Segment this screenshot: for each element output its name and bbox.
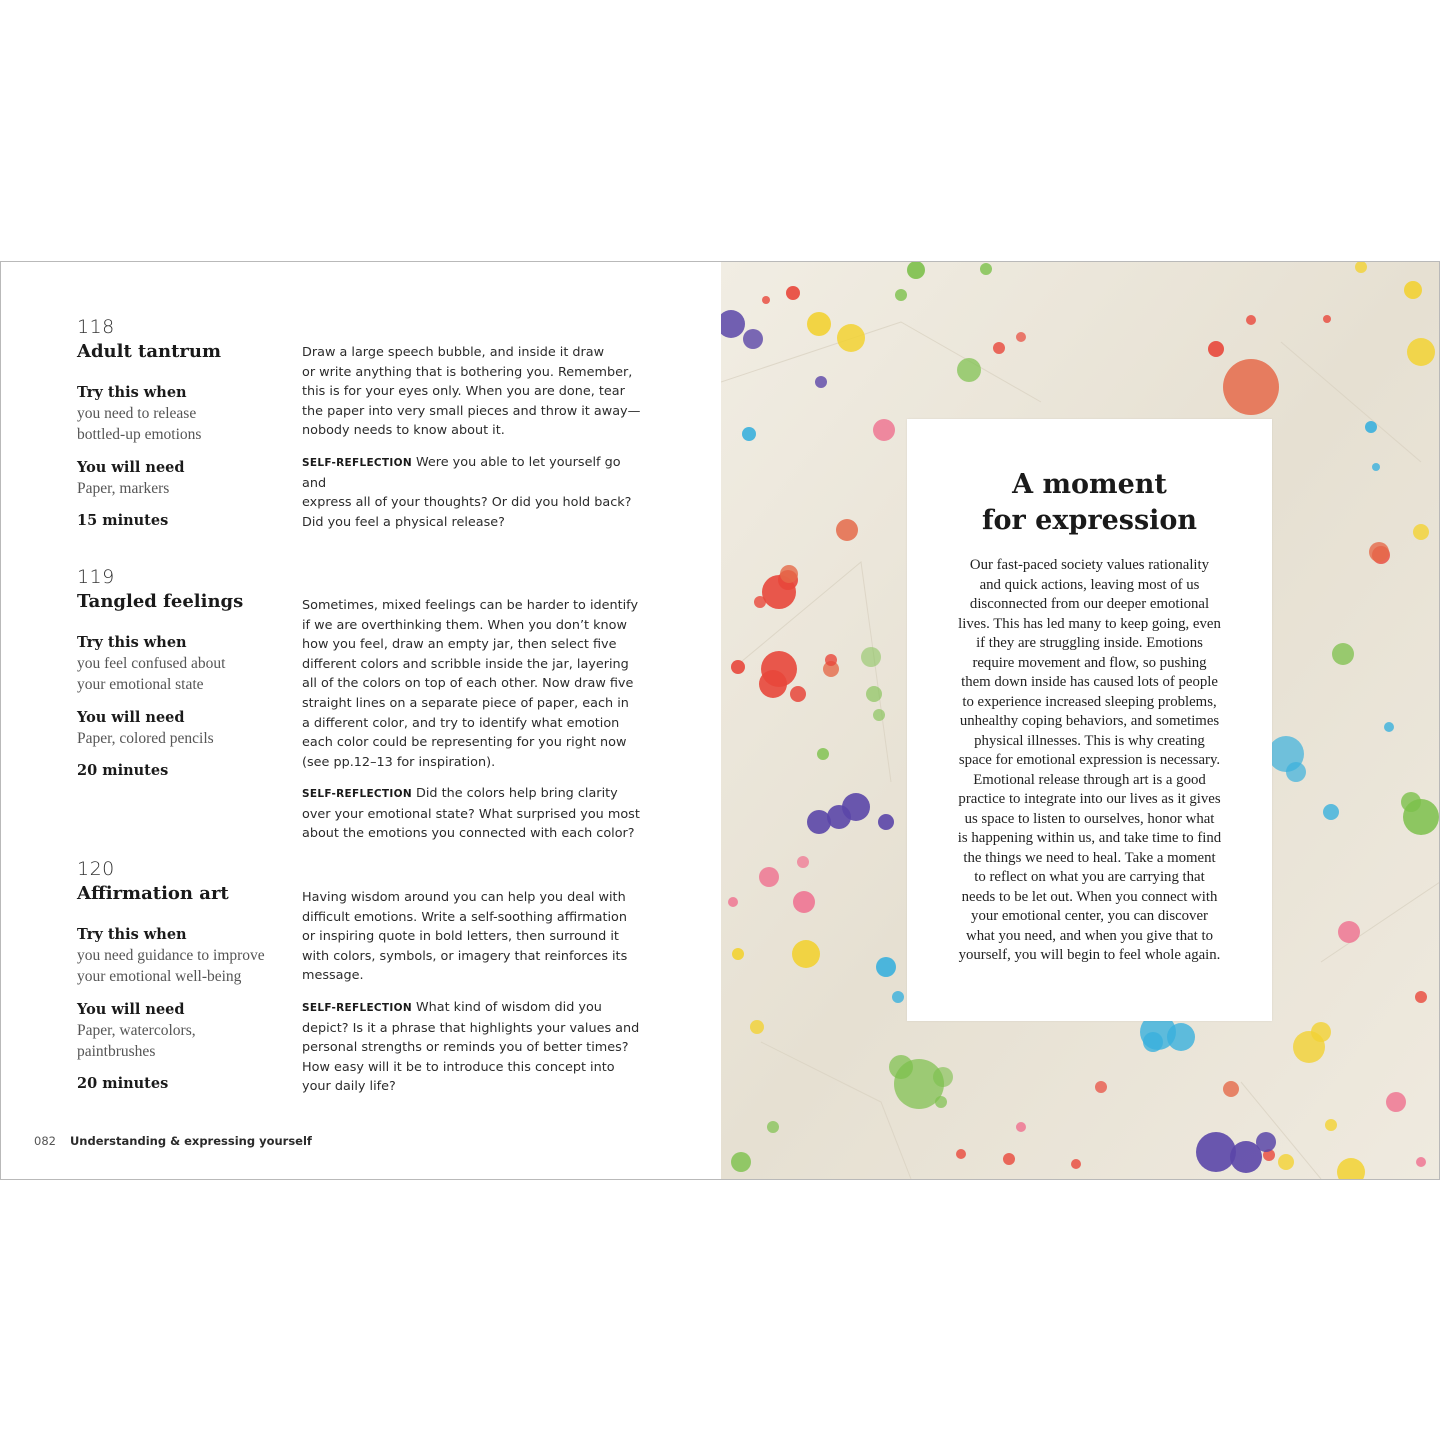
need-label: You will need	[77, 459, 185, 476]
paint-splat	[993, 342, 1005, 354]
you-will-need	[77, 457, 292, 499]
paint-splat	[1365, 421, 1377, 433]
page-number: 082	[34, 1134, 56, 1148]
paint-splat	[878, 814, 894, 830]
paint-splat	[889, 1055, 913, 1079]
paint-splat	[1323, 315, 1331, 323]
paint-splat	[728, 897, 738, 907]
self-reflection-label: SELF-REFLECTION	[302, 457, 412, 469]
paint-splat	[1071, 1159, 1081, 1169]
activity-number: 120	[77, 858, 115, 880]
paint-splat	[1407, 338, 1435, 366]
paint-splat	[1338, 921, 1360, 943]
need-text: Paper, watercolors, paintbrushes	[77, 1022, 196, 1060]
paint-splat	[731, 1152, 751, 1172]
self-reflection-label: SELF-REFLECTION	[302, 1002, 412, 1014]
paint-splat	[780, 565, 798, 583]
paint-splat	[807, 312, 831, 336]
need-text: Paper, colored pencils	[77, 730, 214, 747]
duration: 20 minutes	[77, 762, 169, 779]
paint-splat	[750, 1020, 764, 1034]
paint-splat	[1384, 722, 1394, 732]
paint-splat	[731, 660, 745, 674]
paint-splat	[743, 329, 763, 349]
paint-splat	[1095, 1081, 1107, 1093]
paint-splat	[1413, 524, 1429, 540]
activity-description: Having wisdom around you can help you deal with difficult emotions. Write a self-soothing affirmation or inspiring quote in bold letters, then surround it with colors, symbols, or imagery that reinforces its message.	[302, 890, 628, 984]
you-will-need	[77, 999, 292, 1062]
paint-splat	[980, 263, 992, 275]
paint-splat	[1223, 1081, 1239, 1097]
paint-splat	[1167, 1023, 1195, 1051]
paint-splat	[790, 686, 806, 702]
paint-splat	[1323, 804, 1339, 820]
paint-splat	[1196, 1132, 1236, 1172]
panel-body: Our fast-paced society values rationality and quick actions, leaving most of us disconnected from our deeper emotional lives. This has led many to keep going, even if they are struggling inside. Emotions require movement and flow, so pushing them down inside has caused lots of people to experience increased sleeping problems, unhealthy coping behaviors, and sometimes physical illnesses. This is why creating space for emotional expression is necessary. Emotional release through art is a good practice to integrate into our lives as it gives us space to listen to ourselves, honor what is happening within us, and take time to find the things we need to heal. Take a moment to reflect on what you are carrying that needs to be let out. When you connect with your emotional center, you can discover what you need, and when you give that to yourself, you will begin to feel whole again.	[957, 557, 1222, 963]
paint-splat	[876, 957, 896, 977]
activity-title: Adult tantrum	[77, 341, 222, 362]
self-reflection-text: What kind of wisdom did you depict? Is it a phrase that highlights your values and personal strengths or reminds you of better times? How easy will it be to introduce this concept into your daily life?	[302, 1000, 640, 1095]
paint-splat	[732, 948, 744, 960]
paint-splat	[1332, 643, 1354, 665]
paint-splat	[797, 856, 809, 868]
activity-description: Draw a large speech bubble, and inside it draw or write anything that is bothering you. Remember, this is for your eyes only. When you are done, tear the paper into very small pieces and throw it away— nobody needs to know about it.	[302, 345, 641, 439]
paint-splat	[762, 296, 770, 304]
activity-description: Sometimes, mixed feelings can be harder to identify if we are overthinking them. When you don’t know how you feel, draw an empty jar, then select five different colors and scribble inside the jar, layering all of the colors on top of each other. Now draw five straight lines on a separate piece of paper, each in a different color, and try to identify what emotion each color could be representing for you right now (see pp.12–13 for inspiration).	[302, 598, 639, 770]
page-footer	[34, 1134, 312, 1148]
paint-splat	[956, 1149, 966, 1159]
book-spread	[0, 261, 1440, 1180]
try-this-when	[77, 382, 292, 445]
paint-splat	[1401, 792, 1421, 812]
paint-splat	[873, 419, 895, 441]
paint-splat	[792, 940, 820, 968]
paint-splat	[836, 519, 858, 541]
paint-splat	[866, 686, 882, 702]
paint-splat	[842, 793, 870, 821]
try-text: you need to release bottled-up emotions	[77, 405, 202, 443]
need-label: You will need	[77, 709, 185, 726]
try-this-when	[77, 924, 292, 987]
paint-splat	[1016, 332, 1026, 342]
left-page	[1, 262, 721, 1179]
try-label: Try this when	[77, 634, 187, 651]
paint-splat	[1003, 1153, 1015, 1165]
paint-splat	[1325, 1119, 1337, 1131]
paint-splat	[1208, 341, 1224, 357]
self-reflection-text: Did the colors help bring clarity over your emotional state? What surprised you most about the emotions you connected with each color?	[302, 786, 640, 842]
paint-splat	[892, 991, 904, 1003]
paint-splat	[895, 289, 907, 301]
you-will-need	[77, 707, 292, 749]
paint-splat	[873, 709, 885, 721]
paint-splat	[1372, 463, 1380, 471]
paint-splat	[1286, 762, 1306, 782]
self-reflection-text: Were you able to let yourself go and express all of your thoughts? Or did you hold back? Did you feel a physical release?	[302, 455, 632, 530]
paint-splat	[807, 810, 831, 834]
paint-splat	[935, 1096, 947, 1108]
paint-splat	[1415, 991, 1427, 1003]
activity-number: 119	[77, 566, 115, 588]
paint-splat	[1416, 1157, 1426, 1167]
paint-splat	[759, 670, 787, 698]
try-text: you feel confused about your emotional state	[77, 655, 226, 693]
paint-splat	[1246, 315, 1256, 325]
self-reflection	[302, 784, 642, 844]
paint-splat	[1369, 542, 1389, 562]
try-this-when	[77, 632, 292, 695]
activity-title: Affirmation art	[77, 883, 229, 904]
paint-splat	[1223, 359, 1279, 415]
running-head: Understanding & expressing yourself	[69, 1134, 312, 1148]
activity-number: 118	[77, 316, 115, 338]
paint-splat	[767, 1121, 779, 1133]
try-label: Try this when	[77, 926, 187, 943]
right-page-illustration	[721, 262, 1440, 1179]
try-text: you need guidance to improve your emotional well-being	[77, 947, 265, 985]
paint-splat	[1386, 1092, 1406, 1112]
paint-splat	[825, 654, 837, 666]
self-reflection-label: SELF-REFLECTION	[302, 788, 412, 800]
activity-title: Tangled feelings	[77, 591, 244, 612]
paint-splat	[742, 427, 756, 441]
paint-splat	[817, 748, 829, 760]
paint-splat	[1278, 1154, 1294, 1170]
need-text: Paper, markers	[77, 480, 170, 497]
text-panel	[907, 419, 1272, 1021]
paint-splat	[754, 596, 766, 608]
paint-splat	[1311, 1022, 1331, 1042]
paint-splat	[759, 867, 779, 887]
paint-splat	[1143, 1032, 1163, 1052]
duration: 20 minutes	[77, 1075, 169, 1092]
need-label: You will need	[77, 1001, 185, 1018]
self-reflection	[302, 998, 642, 1097]
try-label: Try this when	[77, 384, 187, 401]
paint-splat	[1016, 1122, 1026, 1132]
paint-splat	[861, 647, 881, 667]
duration: 15 minutes	[77, 512, 169, 529]
paint-splat	[815, 376, 827, 388]
paint-splat	[786, 286, 800, 300]
paint-splat	[1404, 281, 1422, 299]
paint-splat	[933, 1067, 953, 1087]
paint-splat	[793, 891, 815, 913]
paint-splat	[957, 358, 981, 382]
paint-splat	[837, 324, 865, 352]
panel-title: A moment for expression	[981, 469, 1198, 536]
paint-splat	[1256, 1132, 1276, 1152]
self-reflection	[302, 453, 642, 532]
